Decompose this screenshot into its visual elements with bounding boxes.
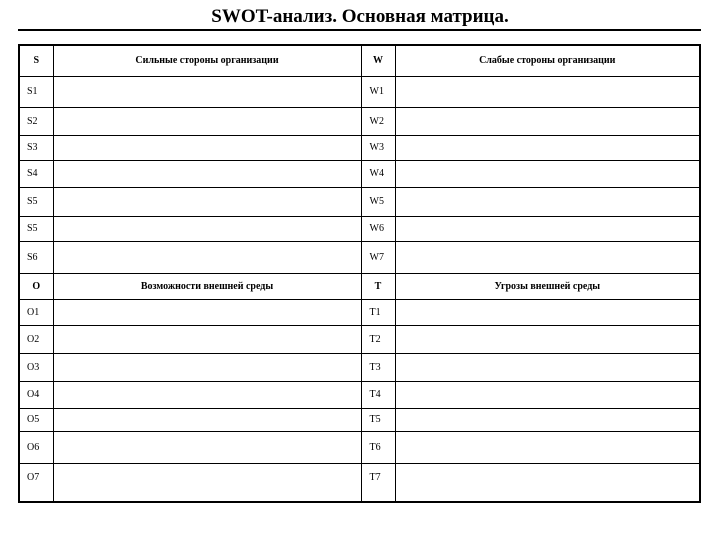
strength-cell[interactable]	[53, 187, 361, 216]
threat-cell[interactable]	[395, 325, 699, 353]
opportunity-code: O1	[20, 299, 53, 325]
weakness-code: W7	[361, 241, 395, 273]
weakness-cell[interactable]	[395, 216, 699, 241]
opportunity-code: O4	[20, 381, 53, 408]
weakness-cell[interactable]	[395, 187, 699, 216]
threat-code: T4	[361, 381, 395, 408]
table-row	[20, 160, 699, 187]
opportunities-header-row	[20, 273, 699, 299]
strengths-header-row	[20, 46, 699, 76]
threat-code: T6	[361, 431, 395, 463]
strengths-header: Сильные стороны организации	[53, 46, 361, 76]
opportunity-cell[interactable]	[53, 299, 361, 325]
table-row	[20, 216, 699, 241]
weakness-cell[interactable]	[395, 160, 699, 187]
threat-cell[interactable]	[395, 408, 699, 431]
strength-cell[interactable]	[53, 107, 361, 135]
opportunity-code: O3	[20, 353, 53, 381]
threat-cell[interactable]	[395, 381, 699, 408]
table-row	[20, 353, 699, 381]
threat-code: T5	[361, 408, 395, 431]
page-title: SWOT-анализ. Основная матрица.	[211, 6, 509, 27]
weakness-code: W4	[361, 160, 395, 187]
title-underline	[18, 29, 701, 31]
table-row	[20, 135, 699, 160]
threats-letter: T	[361, 273, 395, 299]
weaknesses-letter: W	[361, 46, 395, 76]
strength-code: S2	[20, 107, 53, 135]
opportunity-cell[interactable]	[53, 408, 361, 431]
threat-code: T2	[361, 325, 395, 353]
table-row	[20, 463, 699, 501]
weakness-cell[interactable]	[395, 76, 699, 107]
table-row	[20, 431, 699, 463]
strength-code: S5	[20, 187, 53, 216]
strength-code: S3	[20, 135, 53, 160]
opportunity-code: O2	[20, 325, 53, 353]
weakness-code: W5	[361, 187, 395, 216]
strength-cell[interactable]	[53, 241, 361, 273]
table-row	[20, 76, 699, 107]
opportunity-cell[interactable]	[53, 381, 361, 408]
weakness-code: W1	[361, 76, 395, 107]
strength-cell[interactable]	[53, 76, 361, 107]
threat-code: T1	[361, 299, 395, 325]
table-row	[20, 381, 699, 408]
weakness-cell[interactable]	[395, 135, 699, 160]
weakness-code: W2	[361, 107, 395, 135]
weakness-code: W3	[361, 135, 395, 160]
opportunity-cell[interactable]	[53, 463, 361, 501]
table-row	[20, 408, 699, 431]
threat-code: T3	[361, 353, 395, 381]
threat-cell[interactable]	[395, 463, 699, 501]
strengths-letter: S	[20, 46, 53, 76]
threat-cell[interactable]	[395, 353, 699, 381]
threat-cell[interactable]	[395, 431, 699, 463]
weakness-cell[interactable]	[395, 241, 699, 273]
threats-header: Угрозы внешней среды	[395, 273, 699, 299]
table-row	[20, 325, 699, 353]
opportunity-cell[interactable]	[53, 325, 361, 353]
opportunity-code: O6	[20, 431, 53, 463]
threat-cell[interactable]	[395, 299, 699, 325]
opportunity-code: O7	[20, 463, 53, 501]
strength-code: S4	[20, 160, 53, 187]
threat-code: T7	[361, 463, 395, 501]
weaknesses-header: Слабые стороны организации	[395, 46, 699, 76]
strength-code: S6	[20, 241, 53, 273]
table-row	[20, 107, 699, 135]
opportunity-code: O5	[20, 408, 53, 431]
table-row	[20, 187, 699, 216]
opportunities-header: Возможности внешней среды	[53, 273, 361, 299]
strength-cell[interactable]	[53, 216, 361, 241]
swot-table	[20, 46, 699, 501]
weakness-cell[interactable]	[395, 107, 699, 135]
opportunity-cell[interactable]	[53, 353, 361, 381]
strength-cell[interactable]	[53, 160, 361, 187]
swot-matrix	[18, 44, 701, 503]
table-row	[20, 299, 699, 325]
strength-code: S1	[20, 76, 53, 107]
opportunities-letter: O	[20, 273, 53, 299]
table-row	[20, 241, 699, 273]
opportunity-cell[interactable]	[53, 431, 361, 463]
strength-code: S5	[20, 216, 53, 241]
weakness-code: W6	[361, 216, 395, 241]
strength-cell[interactable]	[53, 135, 361, 160]
